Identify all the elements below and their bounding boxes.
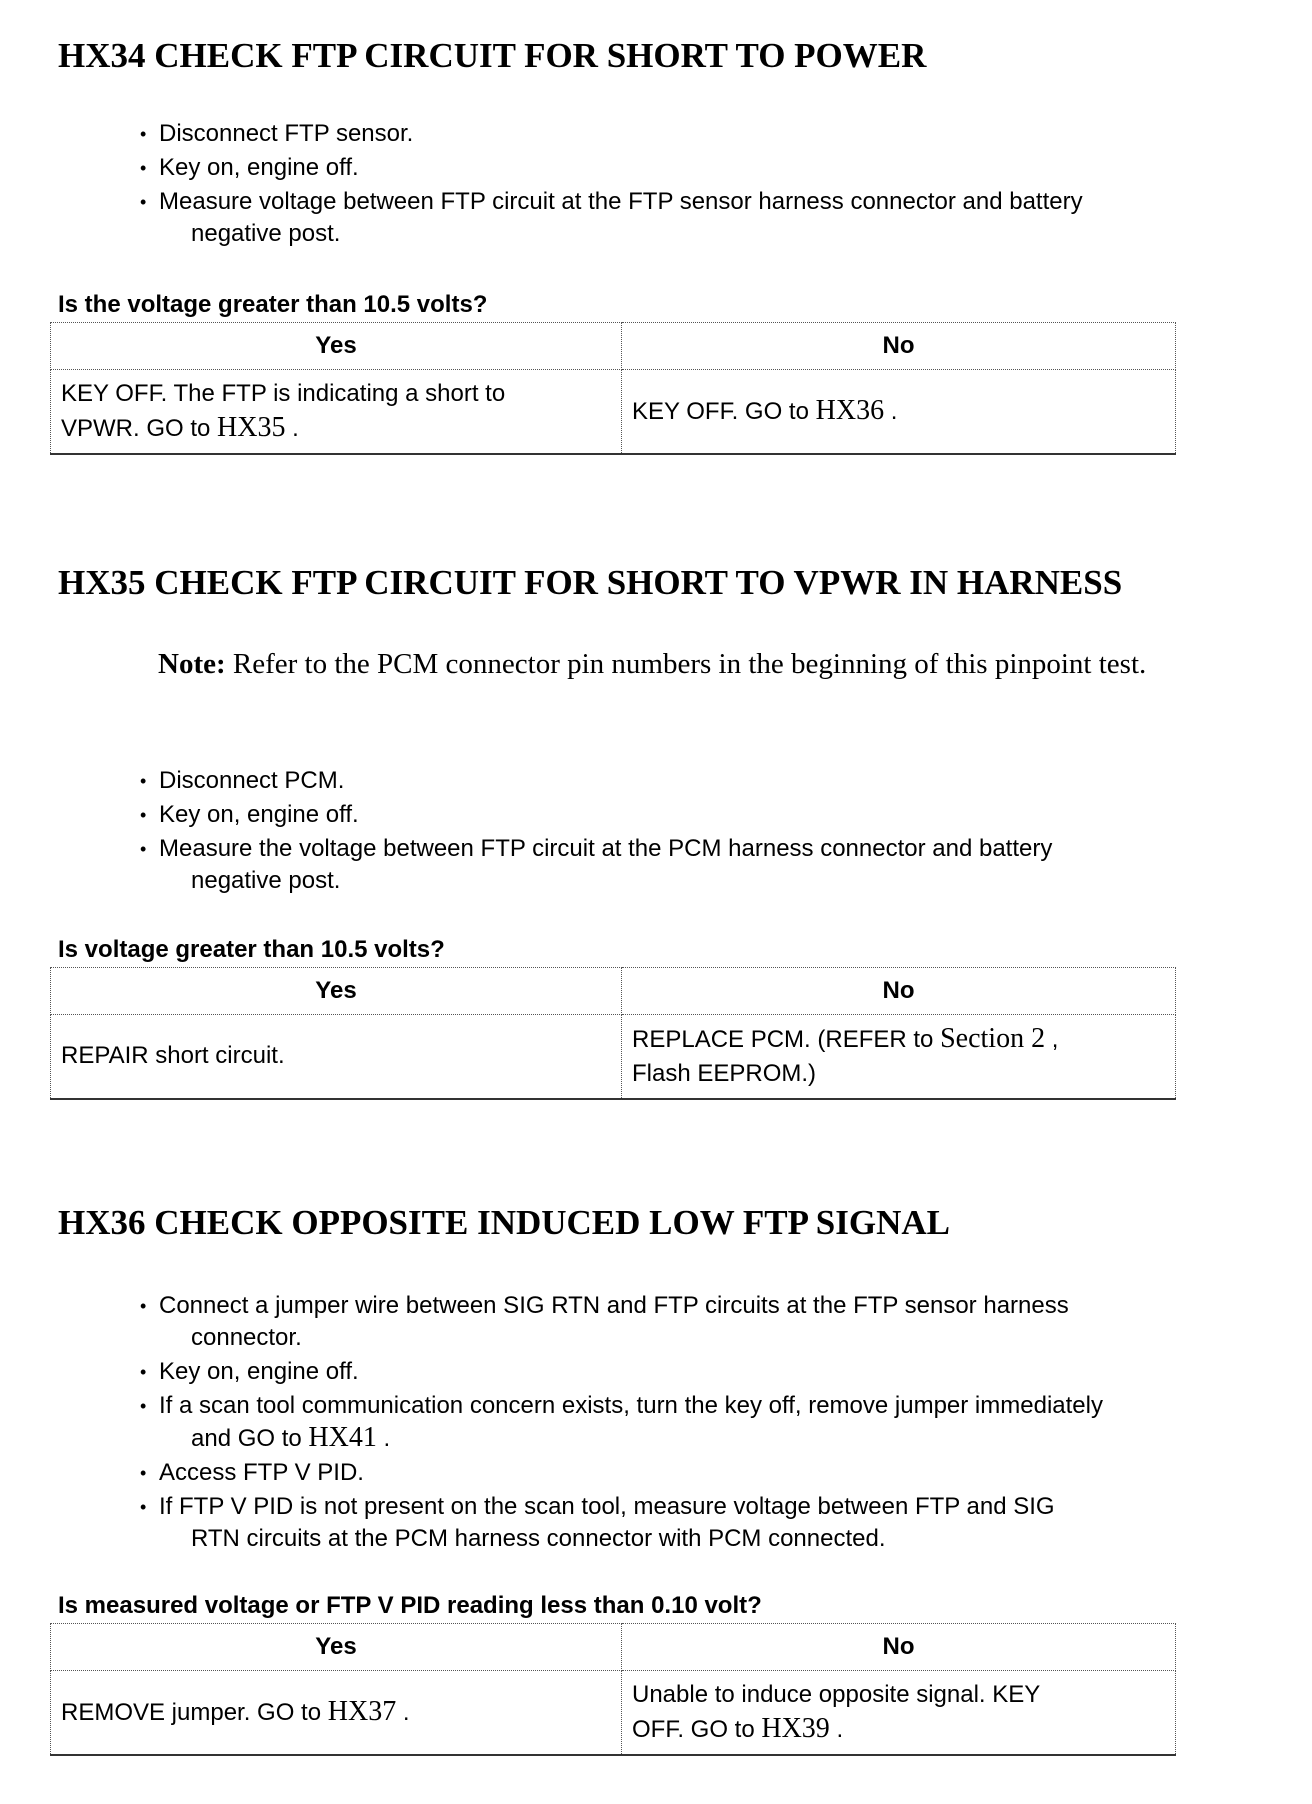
list-item: • Disconnect PCM. (140, 765, 1270, 797)
bullet-icon: • (140, 1362, 147, 1382)
bullet-icon: • (140, 192, 147, 212)
list-item: • Key on, engine off. (140, 152, 1270, 184)
bullet-icon: • (140, 124, 147, 144)
bullet-icon: • (140, 1463, 147, 1483)
list-item: • Disconnect FTP sensor. (140, 118, 1270, 150)
answer-table (50, 967, 1176, 1100)
list-item: • Key on, engine off. (140, 799, 1270, 831)
link-section-2[interactable]: Section 2 (940, 1022, 1046, 1054)
section-title: HX35 CHECK FTP CIRCUIT FOR SHORT TO VPWR IN HARNESS (58, 563, 1123, 602)
answer-table (50, 322, 1176, 455)
list-item: • Measure the voltage between FTP circuit at the PCM harness connector and battery negative post. (140, 835, 1053, 894)
question-text: Is measured voltage or FTP V PID reading less than 0.10 volt? (58, 1592, 762, 1619)
yes-cell: REMOVE jumper. GO to HX37 . (51, 1671, 622, 1755)
no-cell: REPLACE PCM. (REFER to Section 2 , Flash EEPROM.) (622, 1015, 1176, 1099)
bullet-icon: • (140, 1296, 147, 1316)
link-hx41[interactable]: HX41 (308, 1422, 377, 1453)
yes-cell: REPAIR short circuit. (51, 1015, 622, 1099)
yes-header: Yes (51, 968, 622, 1015)
bullet-icon: • (140, 839, 147, 859)
list-item: • Key on, engine off. (140, 1356, 1270, 1388)
bullet-icon: • (140, 805, 147, 825)
step-list (140, 118, 1270, 252)
question-text: Is voltage greater than 10.5 volts? (58, 936, 445, 963)
yes-header: Yes (51, 323, 622, 370)
bullet-icon: • (140, 158, 147, 178)
note: Note: Refer to the PCM connector pin numbers in the beginning of this pinpoint test. (158, 648, 1147, 680)
table-header-row (51, 968, 1176, 1015)
list-item: • If FTP V PID is not present on the scan tool, measure voltage between FTP and SIG RTN circuits at the PCM harness connector with PCM connected. (140, 1493, 1055, 1552)
bullet-icon: • (140, 1497, 147, 1517)
link-hx37[interactable]: HX37 (327, 1695, 397, 1727)
yes-cell: KEY OFF. The FTP is indicating a short to VPWR. GO to HX35 . (51, 370, 622, 454)
link-hx36[interactable]: HX36 (815, 394, 885, 426)
question-text: Is the voltage greater than 10.5 volts? (58, 291, 488, 318)
table-header-row (51, 323, 1176, 370)
table-row (51, 1671, 1176, 1755)
table-row (51, 370, 1176, 454)
list-item: • Connect a jumper wire between SIG RTN and FTP circuits at the FTP sensor harness connector. (140, 1292, 1069, 1351)
no-cell: Unable to induce opposite signal. KEY OFF. GO to HX39 . (622, 1671, 1176, 1755)
note-label: Note: (158, 648, 226, 680)
link-hx35[interactable]: HX35 (217, 411, 286, 443)
table-row (51, 1015, 1176, 1099)
list-item: • Measure voltage between FTP circuit at the FTP sensor harness connector and battery negative post. (140, 188, 1083, 247)
yes-header: Yes (51, 1624, 622, 1671)
table-header-row (51, 1624, 1176, 1671)
answer-table (50, 1623, 1176, 1756)
list-item: • Access FTP V PID. (140, 1457, 1270, 1489)
bullet-icon: • (140, 1396, 147, 1416)
no-header: No (622, 968, 1176, 1015)
no-header: No (622, 1624, 1176, 1671)
bullet-icon: • (140, 771, 147, 791)
no-header: No (622, 323, 1176, 370)
step-list (140, 1290, 1270, 1557)
section-title: HX36 CHECK OPPOSITE INDUCED LOW FTP SIGNAL (58, 1203, 950, 1242)
section-title: HX34 CHECK FTP CIRCUIT FOR SHORT TO POWER (58, 36, 927, 75)
step-list (140, 765, 1270, 899)
no-cell: KEY OFF. GO to HX36 . (622, 370, 1176, 454)
link-hx39[interactable]: HX39 (761, 1712, 830, 1744)
list-item: • If a scan tool communication concern exists, turn the key off, remove jumper immediately and GO to HX41 . (140, 1392, 1103, 1453)
